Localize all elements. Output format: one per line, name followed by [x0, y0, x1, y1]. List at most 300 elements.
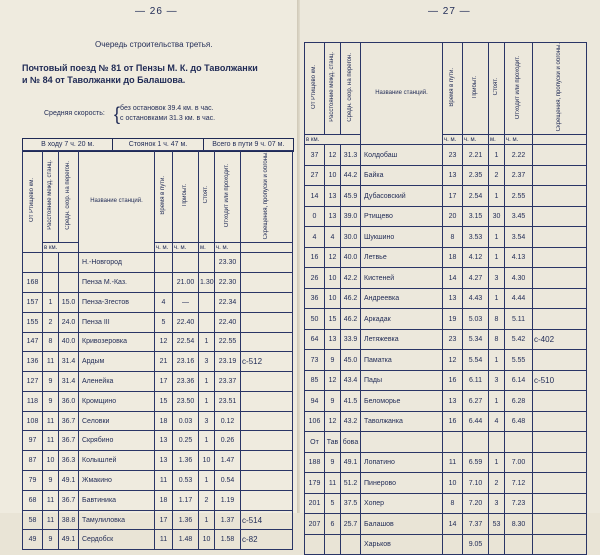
station-name: Жмакино	[79, 471, 155, 491]
table-cell: 4.27	[463, 268, 489, 289]
table-cell: 17	[155, 372, 173, 392]
table-cell: 2	[199, 490, 215, 510]
station-name: Пенза III	[79, 312, 155, 332]
crossing-note	[241, 391, 293, 411]
table-row	[23, 312, 293, 332]
table-cell: 2.54	[463, 186, 489, 207]
table-cell: 1.36	[173, 510, 199, 530]
table-cell: 10	[199, 451, 215, 471]
table-cell: 1	[489, 186, 505, 207]
table-cell: 11	[325, 473, 341, 494]
section-split-row	[305, 432, 587, 453]
unit-arrival: ч. м.	[463, 135, 489, 145]
table-cell: 87	[23, 451, 43, 471]
station-name: Паматка	[361, 350, 443, 371]
crossing-note	[533, 473, 587, 494]
table-cell: 7.12	[505, 473, 533, 494]
table-cell: 22.34	[215, 292, 241, 312]
table-cell: 22.55	[215, 332, 241, 352]
table-cell	[341, 534, 361, 555]
table-cell: 33.9	[341, 329, 361, 350]
crossing-note	[533, 247, 587, 268]
crossing-note	[241, 431, 293, 451]
table-cell: 11	[155, 530, 173, 550]
table-cell: 13	[325, 206, 341, 227]
table-cell: 0.54	[215, 471, 241, 491]
table-cell: 53	[489, 514, 505, 535]
table-cell: 49.1	[59, 471, 79, 491]
table-row	[305, 411, 587, 432]
station-name: Таволжанка	[361, 411, 443, 432]
table-cell: 7.37	[463, 514, 489, 535]
unit-travel-time: ч. м.	[443, 135, 463, 145]
table-row	[305, 370, 587, 391]
table-cell: 0	[305, 206, 325, 227]
col-header-distance: Расстояние межд. станц.	[43, 151, 59, 243]
station-name: Аркадак	[361, 309, 443, 330]
table-cell: 51.2	[341, 473, 361, 494]
construction-queue-title: Очередь строительства третья.	[95, 40, 213, 49]
table-cell: 10	[325, 268, 341, 289]
table-cell: 1.17	[173, 490, 199, 510]
table-cell: 41.5	[341, 391, 361, 412]
table-cell: 10	[443, 473, 463, 494]
table-cell: 14	[443, 268, 463, 289]
table-cell: 2	[489, 473, 505, 494]
station-name: Харьков	[361, 534, 443, 555]
table-cell: 4.13	[505, 247, 533, 268]
table-cell: 11	[43, 431, 59, 451]
crossing-note	[533, 534, 587, 555]
table-cell: 168	[23, 273, 43, 293]
station-name: Кромщино	[79, 391, 155, 411]
split-label: Тав	[325, 432, 341, 453]
table-cell: 43.2	[341, 411, 361, 432]
timetable-left	[22, 150, 293, 550]
table-row	[23, 332, 293, 352]
table-cell: 23.37	[215, 372, 241, 392]
table-cell: 3	[489, 370, 505, 391]
table-cell: 30	[489, 206, 505, 227]
station-name: Скрябино	[79, 431, 155, 451]
table-cell: 9	[43, 372, 59, 392]
table-cell: 2.22	[505, 145, 533, 166]
table-cell: 1	[43, 292, 59, 312]
table-cell: 5.54	[463, 350, 489, 371]
table-cell: 97	[23, 431, 43, 451]
table-cell: 16	[305, 247, 325, 268]
table-row	[23, 352, 293, 372]
col-header-departure: Отходит или проходит.	[505, 43, 533, 135]
split-label: бова	[341, 432, 361, 453]
unit-arrival: ч. м.	[173, 243, 199, 253]
col-header-crossings: Скрещения, пропуски и обгоны.	[533, 43, 587, 135]
speed-with-stops: с остановками 31.3 км. в час.	[120, 115, 216, 122]
table-cell: 49.1	[59, 530, 79, 550]
table-cell: 5	[325, 493, 341, 514]
table-row	[305, 227, 587, 248]
km-unit-label: в км.	[43, 243, 79, 253]
table-cell: 4.30	[505, 268, 533, 289]
table-cell: 1.19	[215, 490, 241, 510]
station-name: Пенза М.-Каз.	[79, 273, 155, 293]
table-cell: 8	[43, 332, 59, 352]
table-cell: 11	[43, 490, 59, 510]
crossing-note	[533, 452, 587, 473]
table-cell: 36.7	[59, 490, 79, 510]
station-name: Шукшино	[361, 227, 443, 248]
crossing-note	[241, 490, 293, 510]
table-cell: 127	[23, 372, 43, 392]
table-row	[23, 510, 293, 530]
crossing-note	[533, 514, 587, 535]
table-cell: 5.03	[463, 309, 489, 330]
col-header-km: От Ртищево км.	[23, 151, 43, 253]
table-cell: 23.16	[173, 352, 199, 372]
page-number-right: — 27 —	[428, 6, 471, 17]
table-cell: 24.0	[59, 312, 79, 332]
table-cell: 3.45	[505, 206, 533, 227]
table-cell: 1	[199, 332, 215, 352]
table-row	[23, 471, 293, 491]
table-cell: 13	[155, 451, 173, 471]
table-cell: 10	[325, 165, 341, 186]
table-cell: 22.40	[173, 312, 199, 332]
page-number-left: — 26 —	[135, 6, 178, 17]
table-cell: 14	[305, 186, 325, 207]
table-cell: 8.30	[505, 514, 533, 535]
table-cell: 50	[305, 309, 325, 330]
table-cell: 207	[305, 514, 325, 535]
table-row	[305, 329, 587, 350]
table-cell: 79	[23, 471, 43, 491]
table-cell: 179	[305, 473, 325, 494]
table-cell: 42.2	[341, 268, 361, 289]
table-cell: 8	[489, 329, 505, 350]
table-cell: 1	[199, 510, 215, 530]
table-cell: 18	[155, 411, 173, 431]
crossing-note	[241, 292, 293, 312]
table-cell: 6.28	[505, 391, 533, 412]
col-header-speed: Средн. скор. на перегон.	[341, 43, 361, 135]
split-label: От	[305, 432, 325, 453]
crossing-note	[533, 206, 587, 227]
table-row	[23, 292, 293, 312]
col-header-travel-time: Время в пути.	[443, 43, 463, 135]
station-name: Колдобаш	[361, 145, 443, 166]
col-header-speed: Средн. скор. на перегон.	[59, 151, 79, 243]
table-cell: 4	[489, 411, 505, 432]
station-name: Н.-Новгород	[79, 253, 155, 273]
crossing-note: с-82	[241, 530, 293, 550]
table-cell	[443, 534, 463, 555]
table-cell: 2.21	[463, 145, 489, 166]
table-cell: 3	[199, 352, 215, 372]
table-cell: 9	[325, 452, 341, 473]
table-cell	[59, 253, 79, 273]
col-header-station: Название станций.	[361, 43, 443, 145]
table-cell: 22.30	[215, 273, 241, 293]
table-cell: 1	[489, 247, 505, 268]
table-cell: 20	[443, 206, 463, 227]
table-cell: 1	[489, 227, 505, 248]
col-header-station: Название станций.	[79, 151, 155, 253]
table-cell: 7.20	[463, 493, 489, 514]
table-cell: 64	[305, 329, 325, 350]
station-name: Пады	[361, 370, 443, 391]
crossing-note	[533, 350, 587, 371]
table-cell: 155	[23, 312, 43, 332]
table-cell: 7.23	[505, 493, 533, 514]
table-cell: 19	[443, 309, 463, 330]
table-cell: 40.0	[59, 332, 79, 352]
table-cell	[59, 273, 79, 293]
speed-without-stops: без остановок 39.4 км. в час.	[120, 105, 214, 112]
table-cell: 6	[325, 514, 341, 535]
table-cell: 3.54	[505, 227, 533, 248]
col-header-arrival: Прибыт.	[173, 151, 199, 243]
table-cell: 94	[305, 391, 325, 412]
table-cell: 36.0	[59, 391, 79, 411]
table-cell: 1.48	[173, 530, 199, 550]
table-cell: 3	[489, 268, 505, 289]
table-cell: 1.30	[199, 273, 215, 293]
timetable-right	[304, 42, 587, 555]
table-cell: 31.4	[59, 352, 79, 372]
table-cell: 10	[325, 288, 341, 309]
table-cell	[489, 534, 505, 555]
table-row	[305, 514, 587, 535]
table-cell: 10	[199, 530, 215, 550]
table-cell: 6.59	[463, 452, 489, 473]
table-cell: 5.11	[505, 309, 533, 330]
col-header-distance: Расстояние межд. станц.	[325, 43, 341, 135]
table-cell: 12	[325, 370, 341, 391]
km-unit-label: в км.	[305, 135, 361, 145]
crossing-note	[241, 273, 293, 293]
crossing-note	[241, 312, 293, 332]
table-row	[305, 534, 587, 555]
table-cell: 23.19	[215, 352, 241, 372]
station-name: Ардым	[79, 352, 155, 372]
station-name: Селовки	[79, 411, 155, 431]
right-page	[300, 0, 600, 549]
table-cell: 2	[43, 312, 59, 332]
table-cell: —	[173, 292, 199, 312]
table-row	[305, 268, 587, 289]
table-cell: 23.30	[215, 253, 241, 273]
table-cell: 4	[325, 227, 341, 248]
table-cell: 46.2	[341, 288, 361, 309]
table-cell	[23, 253, 43, 273]
crossing-note	[533, 165, 587, 186]
table-cell: 8	[489, 309, 505, 330]
table-cell: 6.27	[463, 391, 489, 412]
col-header-km: От Ртищево км.	[305, 43, 325, 135]
table-cell: 49.1	[341, 452, 361, 473]
table-cell: 25.7	[341, 514, 361, 535]
station-name: Андреевка	[361, 288, 443, 309]
table-cell: 22.54	[173, 332, 199, 352]
table-cell: 13	[443, 288, 463, 309]
crossing-note	[533, 391, 587, 412]
table-cell: 1.58	[215, 530, 241, 550]
table-cell: 12	[325, 145, 341, 166]
table-cell: 21	[155, 352, 173, 372]
time-total: Всего в пути 9 ч. 07 м.	[212, 141, 285, 148]
table-cell: 147	[23, 332, 43, 352]
table-cell: 1	[199, 471, 215, 491]
table-cell	[155, 253, 173, 273]
table-cell: 23.51	[215, 391, 241, 411]
crossing-note	[533, 411, 587, 432]
table-cell: 15	[155, 391, 173, 411]
table-cell	[199, 253, 215, 273]
table-cell: 11	[443, 452, 463, 473]
table-cell: 6.48	[505, 411, 533, 432]
table-cell	[173, 253, 199, 273]
table-cell: 1	[489, 288, 505, 309]
table-cell: 13	[443, 165, 463, 186]
table-cell: 43.4	[341, 370, 361, 391]
table-cell: 49	[23, 530, 43, 550]
table-cell: 16	[443, 370, 463, 391]
table-cell: 9	[43, 471, 59, 491]
table-row	[305, 206, 587, 227]
table-cell: 37	[305, 145, 325, 166]
table-cell: 106	[305, 411, 325, 432]
table-cell: 16	[443, 411, 463, 432]
table-row	[305, 452, 587, 473]
table-cell: 17	[155, 510, 173, 530]
table-cell: 5	[155, 312, 173, 332]
table-cell: 1	[489, 350, 505, 371]
table-cell: 13	[325, 329, 341, 350]
col-header-crossings: Скрещения, пропуски и обгоны.	[241, 151, 293, 243]
table-cell: 3.15	[463, 206, 489, 227]
table-cell: 188	[305, 452, 325, 473]
table-cell	[43, 253, 59, 273]
table-cell: 0.25	[173, 431, 199, 451]
table-cell: 12	[325, 247, 341, 268]
station-name: Бавтиника	[79, 490, 155, 510]
crossing-note	[533, 227, 587, 248]
table-cell: 10	[43, 451, 59, 471]
table-cell	[305, 534, 325, 555]
table-cell	[43, 273, 59, 293]
table-cell: 15.0	[59, 292, 79, 312]
table-cell: 6.14	[505, 370, 533, 391]
table-cell: 36.7	[59, 431, 79, 451]
table-cell: 4.44	[505, 288, 533, 309]
table-cell: 201	[305, 493, 325, 514]
station-name: Тамулиловка	[79, 510, 155, 530]
crossing-note	[533, 288, 587, 309]
table-row	[23, 411, 293, 431]
station-name: Балашов	[361, 514, 443, 535]
table-cell: 17	[443, 186, 463, 207]
table-cell: 36.7	[59, 411, 79, 431]
station-name: Сердобск	[79, 530, 155, 550]
table-cell: 2.55	[505, 186, 533, 207]
table-cell: 68	[23, 490, 43, 510]
table-cell: 2	[489, 165, 505, 186]
table-cell: 9	[325, 350, 341, 371]
table-cell: 36.3	[59, 451, 79, 471]
table-cell	[505, 534, 533, 555]
table-cell: 1.36	[173, 451, 199, 471]
table-cell: 14	[443, 514, 463, 535]
table-row	[23, 372, 293, 392]
table-row	[305, 288, 587, 309]
table-row	[23, 490, 293, 510]
table-row	[305, 350, 587, 371]
table-cell: 5.34	[463, 329, 489, 350]
table-cell: 3	[489, 493, 505, 514]
train-header-line2: и № 84 от Таволжанки до Балашова.	[22, 75, 186, 85]
station-name: Ртищево	[361, 206, 443, 227]
crossing-note	[241, 411, 293, 431]
table-cell: 40.0	[341, 247, 361, 268]
unit-stop: м.	[489, 135, 505, 145]
table-cell: 4	[155, 292, 173, 312]
station-name: Пенза-Згестов	[79, 292, 155, 312]
crossing-note	[533, 186, 587, 207]
col-header-stop: Стоят.	[489, 43, 505, 135]
table-row	[305, 309, 587, 330]
table-cell: 11	[43, 352, 59, 372]
table-row	[305, 145, 587, 166]
table-cell	[199, 292, 215, 312]
table-cell: 4.43	[463, 288, 489, 309]
crossing-note	[533, 309, 587, 330]
table-cell: 27	[305, 165, 325, 186]
table-cell: 2.35	[463, 165, 489, 186]
table-cell: 58	[23, 510, 43, 530]
table-cell: 118	[23, 391, 43, 411]
table-cell: 23.50	[173, 391, 199, 411]
crossing-note: с-512	[241, 352, 293, 372]
table-cell: 85	[305, 370, 325, 391]
table-cell: 1.37	[215, 510, 241, 530]
table-row	[23, 273, 293, 293]
table-cell: 37.5	[341, 493, 361, 514]
station-name: Дубасовский	[361, 186, 443, 207]
station-name: Аленейка	[79, 372, 155, 392]
table-row	[23, 530, 293, 550]
table-row	[23, 253, 293, 273]
station-name: Байка	[361, 165, 443, 186]
table-cell: 31.3	[341, 145, 361, 166]
table-cell: 12	[325, 411, 341, 432]
train-header	[22, 62, 292, 86]
table-cell: 7.00	[505, 452, 533, 473]
station-name: Летвье	[361, 247, 443, 268]
table-cell: 23.36	[173, 372, 199, 392]
table-row	[305, 186, 587, 207]
table-cell: 12	[155, 332, 173, 352]
table-cell: 18	[155, 490, 173, 510]
table-cell: 4.12	[463, 247, 489, 268]
unit-departure: ч. м.	[505, 135, 533, 145]
table-row	[23, 431, 293, 451]
table-cell: 8	[443, 493, 463, 514]
table-row	[23, 451, 293, 471]
brace-icon: {	[114, 104, 121, 124]
crossing-note	[241, 253, 293, 273]
table-cell: 6.44	[463, 411, 489, 432]
table-cell: 108	[23, 411, 43, 431]
